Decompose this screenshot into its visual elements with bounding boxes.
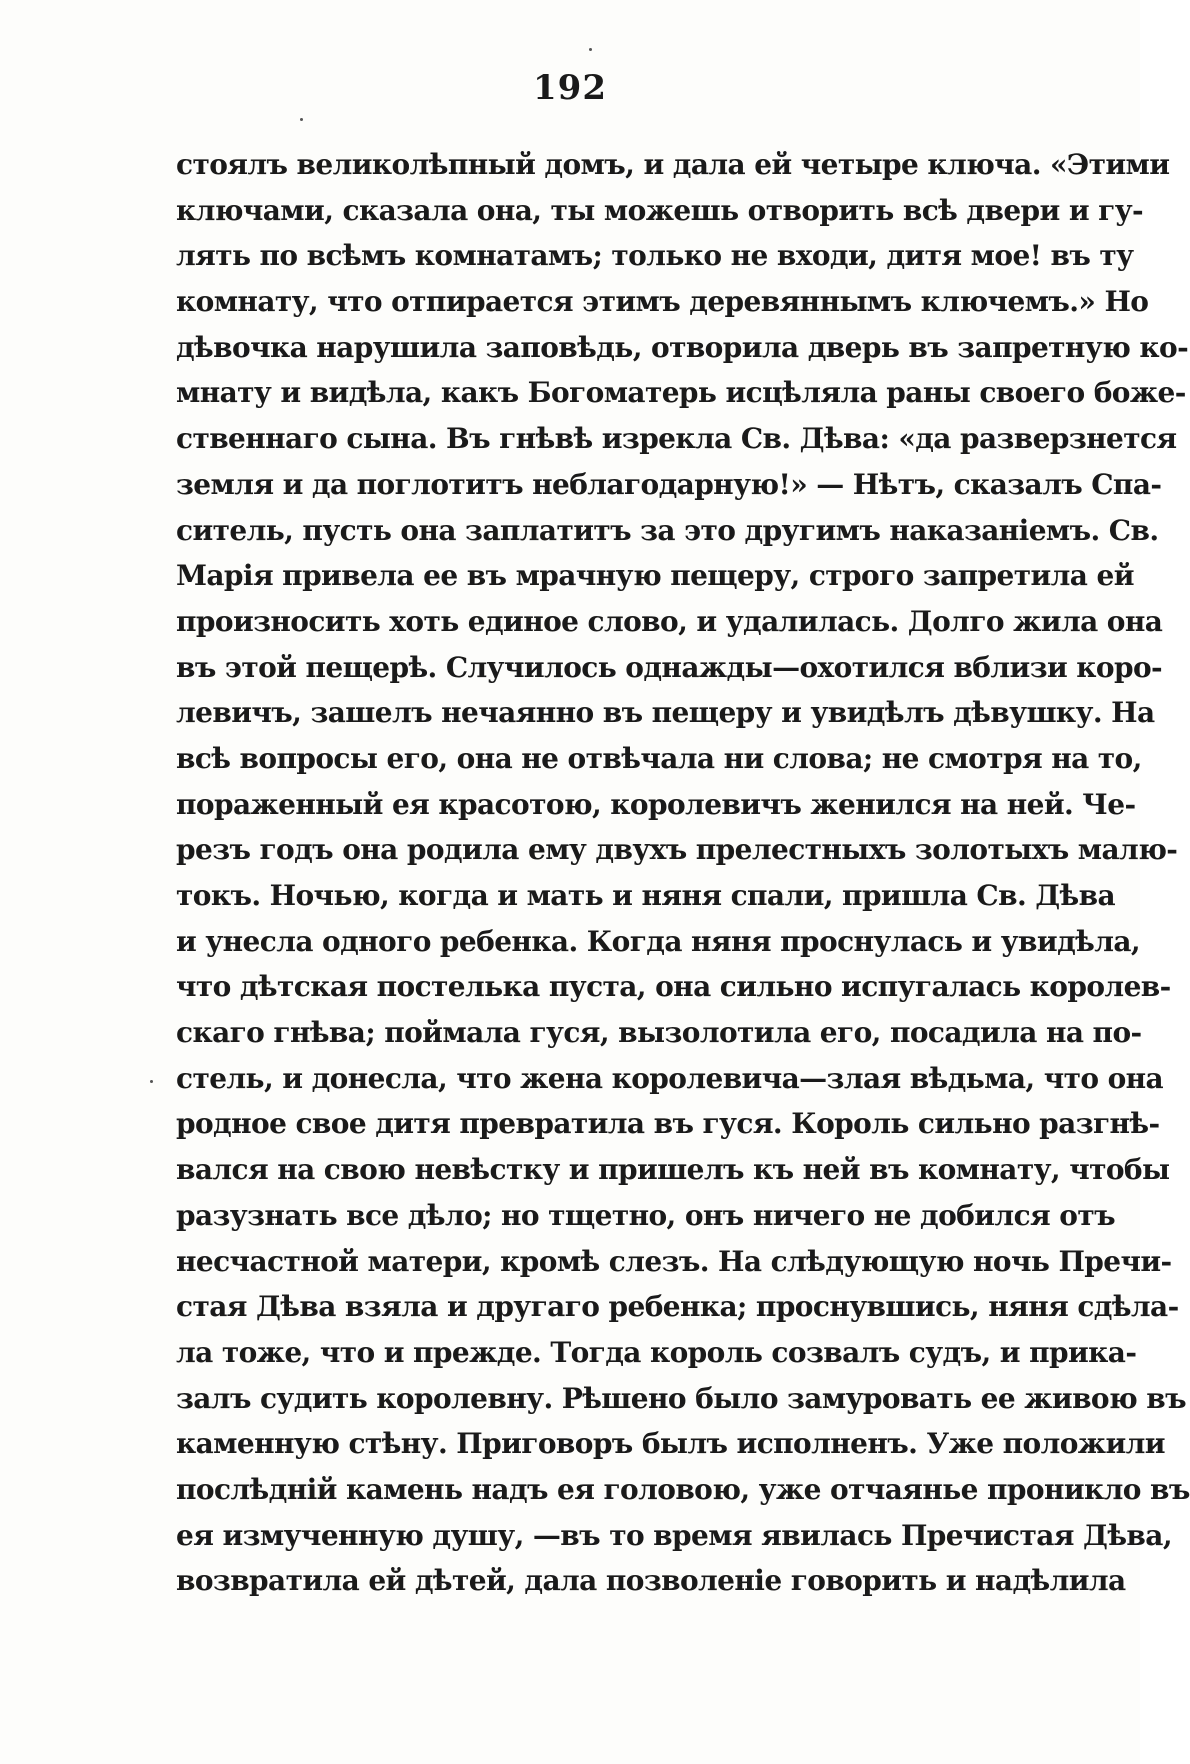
text-line: родное свое дитя превратила въ гуся. Король сильно разгнѣ-: [176, 1107, 1160, 1141]
text-line: послѣдній камень надъ ея головою, уже отчаянье проникло въ: [176, 1472, 1190, 1506]
text-line: ключами, сказала она, ты можешь отворить всѣ двери и гу-: [176, 193, 1144, 227]
text-line: токъ. Ночью, когда и мать и няня спали, пришла Св. Дѣва: [176, 879, 1116, 912]
paper-speck: [589, 48, 592, 51]
text-line: что дѣтская постелька пуста, она сильно испугалась королев-: [176, 970, 1171, 1004]
text-line: стая Дѣва взяла и другаго ребенка; проснувшись, няня сдѣла-: [176, 1290, 1179, 1324]
text-line: левичъ, зашелъ нечаянно въ пещеру и увидѣлъ дѣвушку. На: [176, 696, 1155, 730]
text-line: каменную стѣну. Приговоръ былъ исполненъ. Уже положили: [176, 1427, 1165, 1461]
text-line: ственнаго сына. Въ гнѣвѣ изрекла Св. Дѣва: «да разверзнется: [176, 422, 1177, 456]
text-line: комнату, что отпирается этимъ деревяннымъ ключемъ.» Но: [176, 285, 1149, 319]
text-line: залъ судить королевну. Рѣшено было замуровать ее живою въ: [176, 1381, 1186, 1415]
text-line: ла тоже, что и прежде. Тогда король созвалъ судъ, и прика-: [176, 1335, 1137, 1369]
text-line: произносить хоть единое слово, и удалилась. Долго жила она: [176, 604, 1163, 638]
text-line: разузнать все дѣло; но тщетно, онъ ничего не добился отъ: [176, 1198, 1115, 1232]
text-line: земля и да поглотитъ неблагодарную!» — Нѣтъ, сказалъ Спа-: [176, 467, 1162, 501]
paper-speck: [150, 1080, 153, 1083]
text-line: вался на свою невѣстку и пришелъ къ ней въ комнату, чтобы: [176, 1153, 1170, 1187]
text-line: ея измученную душу, —въ то время явилась Пречистая Дѣва,: [176, 1518, 1172, 1552]
text-line: Марія привела ее въ мрачную пещеру, строго запретила ей: [176, 559, 1134, 593]
text-line: всѣ вопросы его, она не отвѣчала ни слова; не смотря на то,: [176, 741, 1142, 775]
text-line: дѣвочка нарушила заповѣдь, отворила дверь въ запретную ко-: [176, 330, 1189, 364]
text-line: мнату и видѣла, какъ Богоматерь исцѣляла раны своего боже-: [176, 376, 1186, 410]
text-line: возвратила ей дѣтей, дала позволеніе говорить и надѣлила: [176, 1564, 1126, 1598]
text-line: пораженный ея красотою, королевичъ женился на ней. Че-: [176, 787, 1136, 821]
text-line: ситель, пусть она заплатитъ за это другимъ наказаніемъ. Св.: [176, 513, 1159, 547]
text-line: стель, и донесла, что жена королевича—злая вѣдьма, что она: [176, 1061, 1164, 1095]
text-line: скаго гнѣва; поймала гуся, вызолотила его, посадила на по-: [176, 1016, 1142, 1050]
page-number: 192: [533, 68, 607, 108]
text-line: въ этой пещерѣ. Случилось однажды—охотился вблизи коро-: [176, 650, 1163, 684]
text-line: резъ годъ она родила ему двухъ прелестныхъ золотыхъ малю-: [176, 833, 1178, 867]
text-line: несчастной матери, кромѣ слезъ. На слѣдующую ночь Пречи-: [176, 1244, 1172, 1278]
text-line: и унесла одного ребенка. Когда няня проснулась и увидѣла,: [176, 924, 1141, 958]
text-line: стоялъ великолѣпный домъ, и дала ей четыре ключа. «Этими: [176, 148, 1170, 181]
text-line: лять по всѣмъ комнатамъ; только не входи, дитя мое! въ ту: [176, 239, 1134, 273]
body-text: [176, 142, 1190, 1604]
paper-speck: [300, 118, 303, 121]
